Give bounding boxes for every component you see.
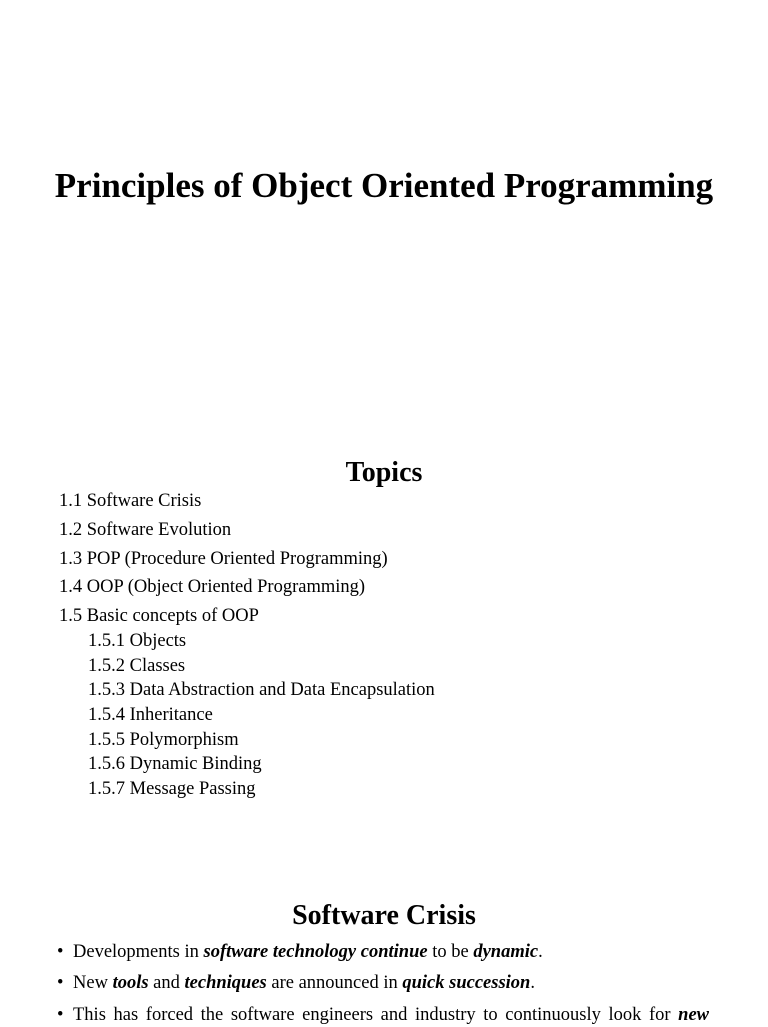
topic-item: 1.4 OOP (Object Oriented Programming) xyxy=(59,577,366,597)
bullet-text-run: . xyxy=(538,942,543,962)
bullet-text-run: are announced in xyxy=(266,973,403,993)
topic-item: 1.5 Basic concepts of OOP xyxy=(59,606,259,626)
topic-subitem: 1.5.4 Inheritance xyxy=(88,705,213,725)
bullet-text-run: Developments in xyxy=(73,942,204,962)
topic-item: 1.3 POP (Procedure Oriented Programming) xyxy=(59,549,388,569)
topics-heading: Topics xyxy=(345,457,423,488)
bullet-icon: • xyxy=(57,973,64,993)
bullet-text xyxy=(73,1003,709,1027)
bullet-item xyxy=(57,1003,711,1027)
bullet-text-run: and xyxy=(148,973,185,993)
bullet-text xyxy=(73,973,535,993)
emphasized-text: quick succession xyxy=(402,973,531,993)
bullet-text-run: This has forced the software engineers and industry to continuously look for xyxy=(73,1005,679,1025)
topic-subitem: 1.5.7 Message Passing xyxy=(88,779,256,799)
bullet-icon: • xyxy=(57,942,64,962)
topic-item: 1.1 Software Crisis xyxy=(59,491,202,511)
page-title: Principles of Object Oriented Programming xyxy=(54,166,714,205)
bullet-text xyxy=(73,942,543,962)
bullet-item xyxy=(57,971,711,995)
emphasized-text: new xyxy=(678,1005,709,1025)
bullet-text-run: . xyxy=(530,973,535,993)
bullet-text-run: to be xyxy=(427,942,474,962)
bullet-item xyxy=(57,940,711,964)
topic-item: 1.2 Software Evolution xyxy=(59,520,232,540)
topic-subitem: 1.5.5 Polymorphism xyxy=(88,730,239,750)
topic-subitem: 1.5.2 Classes xyxy=(88,656,186,676)
emphasized-text: dynamic xyxy=(473,942,539,962)
topic-subitem: 1.5.6 Dynamic Binding xyxy=(88,754,262,774)
emphasized-text: techniques xyxy=(184,973,267,993)
bullet-text-run: New xyxy=(73,973,113,993)
bullet-icon: • xyxy=(57,1005,64,1025)
emphasized-text: tools xyxy=(112,973,149,993)
emphasized-text: software technology continue xyxy=(203,942,428,962)
topic-subitem: 1.5.3 Data Abstraction and Data Encapsulation xyxy=(88,680,435,700)
section-heading-software-crisis: Software Crisis xyxy=(292,900,476,931)
topic-subitem: 1.5.1 Objects xyxy=(88,631,187,651)
